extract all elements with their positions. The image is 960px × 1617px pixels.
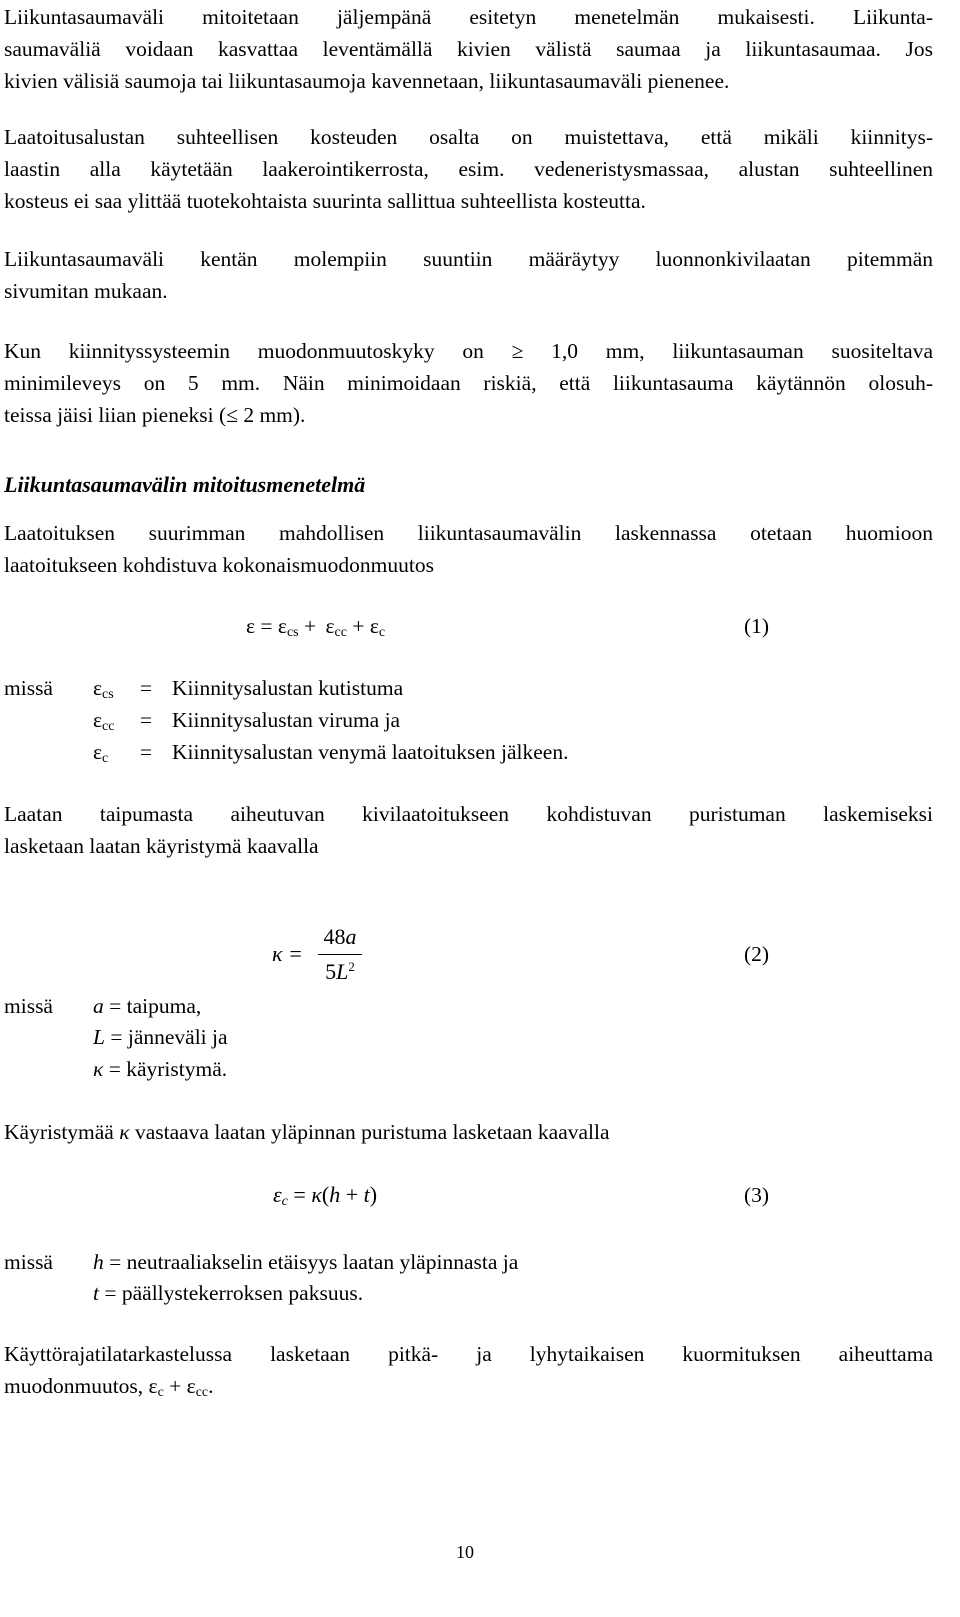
- eq-text: κ: [93, 1057, 104, 1081]
- text-line: Liikuntasaumaväli mitoitetaan jäljempänä esitetyn menetelmän mukaisesti. Liikunta-: [4, 5, 933, 29]
- equation-2-fraction: [318, 922, 362, 987]
- equation-number-2: (2): [744, 942, 770, 966]
- where-equals: =: [140, 676, 153, 700]
- where-definition: = neutraaliakselin etäisyys laatan yläpinnasta ja: [103, 1250, 519, 1274]
- where-equals: =: [140, 740, 153, 764]
- eq-text: (: [321, 1182, 330, 1207]
- eq-text: ε: [93, 708, 103, 732]
- where-symbol: [93, 704, 114, 736]
- where-label: missä: [4, 1250, 53, 1274]
- eq-text: t: [93, 1281, 99, 1305]
- eq-superscript: 2: [348, 959, 355, 974]
- paragraph-5: [4, 517, 933, 581]
- where-definition: = käyristymä.: [103, 1057, 228, 1081]
- equation-1: [246, 610, 385, 642]
- text-fragment: Käyristymää: [4, 1120, 120, 1144]
- eq-text: ε = ε: [246, 614, 287, 638]
- greater-equal-symbol: ≥: [511, 339, 524, 363]
- text-line: kivien välisiä saumoja tai liikuntasaumoja kavennetaan, liikuntasaumaväli pienenee.: [4, 69, 730, 93]
- fraction-numerator: [318, 922, 362, 952]
- paragraph-8: [4, 1338, 933, 1402]
- equation-3: [273, 1179, 377, 1211]
- text-line: laastin alla käytetään laakerointikerrosta, esim. vedeneristysmassaa, alustan suhteellinen: [4, 157, 933, 181]
- paragraph-6: [4, 798, 933, 862]
- paragraph-7: [4, 1116, 610, 1148]
- text-line: laatoitukseen kohdistuva kokonaismuodonmuutos: [4, 553, 434, 577]
- text-fragment: .: [208, 1374, 214, 1398]
- paragraph-1: [4, 1, 933, 97]
- where-row: [93, 1053, 227, 1085]
- text-line: Käyttörajatilatarkastelussa lasketaan pitkä- ja lyhytaikaisen kuormituksen aiheuttama: [4, 1342, 933, 1366]
- where-definition: = päällystekerroksen paksuus.: [98, 1281, 364, 1305]
- where-equals: =: [140, 708, 153, 732]
- fraction-denominator: [318, 957, 362, 987]
- text-line: [4, 1370, 933, 1402]
- equation-number-3: (3): [744, 1183, 770, 1207]
- paragraph-3: [4, 243, 933, 307]
- text-fragment: muodonmuutos, ε: [4, 1374, 158, 1398]
- eq-text: ε: [325, 614, 335, 638]
- eq-subscript: cs: [286, 625, 299, 640]
- eq-subscript: c: [281, 1194, 288, 1209]
- equation-number-1: (1): [744, 614, 770, 638]
- text-fragment: 1,0 mm, liikuntasauman suositeltava: [523, 339, 933, 363]
- text-line: kosteus ei saa ylittää tuotekohtaista suurinta sallittua suhteellista kosteutta.: [4, 189, 646, 213]
- text-line: minimileveys on 5 mm. Näin minimoidaan riskiä, että liikuntasauma käytännön olosuh-: [4, 371, 933, 395]
- paragraph-4: [4, 335, 933, 431]
- eq-text: L: [336, 959, 349, 984]
- eq-text: +: [340, 1182, 364, 1207]
- text-line: saumaväliä voidaan kasvattaa leventämällä kivien välistä saumaa ja liikuntasaumaa. Jos: [4, 37, 933, 61]
- text-fragment: Kun kiinnityssysteemin muodonmuutoskyky on: [4, 339, 512, 363]
- eq-text: a: [93, 994, 104, 1018]
- where-row: [93, 1277, 363, 1309]
- eq-subscript: cs: [102, 687, 114, 702]
- section-heading: Liikuntasaumavälin mitoitusmenetelmä: [4, 472, 366, 497]
- eq-text: ε: [93, 740, 103, 764]
- kappa-symbol: κ: [119, 1120, 130, 1144]
- eq-text: ε: [273, 1182, 282, 1207]
- text-fragment: teissa jäisi liian pieneksi (: [4, 403, 227, 427]
- page-number: 10: [456, 1542, 474, 1562]
- where-definition: Kiinnitysalustan kutistuma: [172, 676, 404, 700]
- text-fragment: + ε: [163, 1374, 196, 1398]
- text-line: Laatan taipumasta aiheutuvan kivilaatoitukseen kohdistuvan puristuman laskemiseksi: [4, 802, 933, 826]
- eq-subscript: c: [378, 625, 386, 640]
- less-equal-symbol: ≤: [226, 403, 238, 427]
- where-label: missä: [4, 676, 53, 700]
- where-definition: Kiinnitysalustan viruma ja: [172, 708, 401, 732]
- eq-text: +: [298, 614, 322, 638]
- eq-text: ): [369, 1182, 378, 1207]
- where-label: missä: [4, 994, 53, 1018]
- where-definition: = taipuma,: [103, 994, 202, 1018]
- where-row: [93, 1246, 518, 1278]
- eq-subscript: cc: [334, 625, 347, 640]
- where-row: [93, 990, 201, 1022]
- eq-text: κ =: [272, 941, 303, 966]
- text-line: lasketaan laatan käyristymä kaavalla: [4, 834, 319, 858]
- eq-text: t: [363, 1182, 370, 1207]
- eq-text: a: [345, 924, 357, 949]
- eq-text: 48: [323, 924, 346, 949]
- eq-text: 5: [325, 959, 337, 984]
- eq-text: ε: [93, 676, 103, 700]
- equation-2-lhs: [272, 938, 303, 970]
- eq-text: κ: [311, 1182, 322, 1207]
- eq-text: h: [93, 1250, 104, 1274]
- paragraph-2: [4, 121, 933, 217]
- text-line: sivumitan mukaan.: [4, 279, 168, 303]
- text-fragment: 2 mm).: [237, 403, 306, 427]
- text-fragment: vastaava laatan yläpinnan puristuma lasketaan kaavalla: [129, 1120, 610, 1144]
- eq-text: L: [93, 1025, 105, 1049]
- text-line: Liikuntasaumaväli kentän molempiin suuntiin määräytyy luonnonkivilaatan pitemmän: [4, 247, 933, 271]
- where-row: [93, 1021, 228, 1053]
- eq-text: h: [329, 1182, 341, 1207]
- eq-subscript: c: [102, 751, 109, 766]
- text-line: Laatoituksen suurimman mahdollisen liikuntasaumavälin laskennassa otetaan huomioon: [4, 521, 933, 545]
- where-definition: Kiinnitysalustan venymä laatoituksen jälkeen.: [172, 740, 569, 764]
- fraction-bar: [318, 954, 362, 955]
- where-definition: = jänneväli ja: [104, 1025, 228, 1049]
- eq-text: =: [287, 1182, 312, 1207]
- eq-text: + ε: [346, 614, 379, 638]
- text-line: Laatoitusalustan suhteellisen kosteuden osalta on muistettava, että mikäli kiinnitys-: [4, 125, 933, 149]
- where-symbol: [93, 736, 108, 768]
- text-line: [4, 399, 933, 431]
- eq-subscript: cc: [102, 719, 115, 734]
- text-line: [4, 335, 933, 367]
- eq-subscript: c: [157, 1385, 164, 1400]
- eq-subscript: cc: [195, 1385, 209, 1400]
- where-symbol: [93, 672, 114, 704]
